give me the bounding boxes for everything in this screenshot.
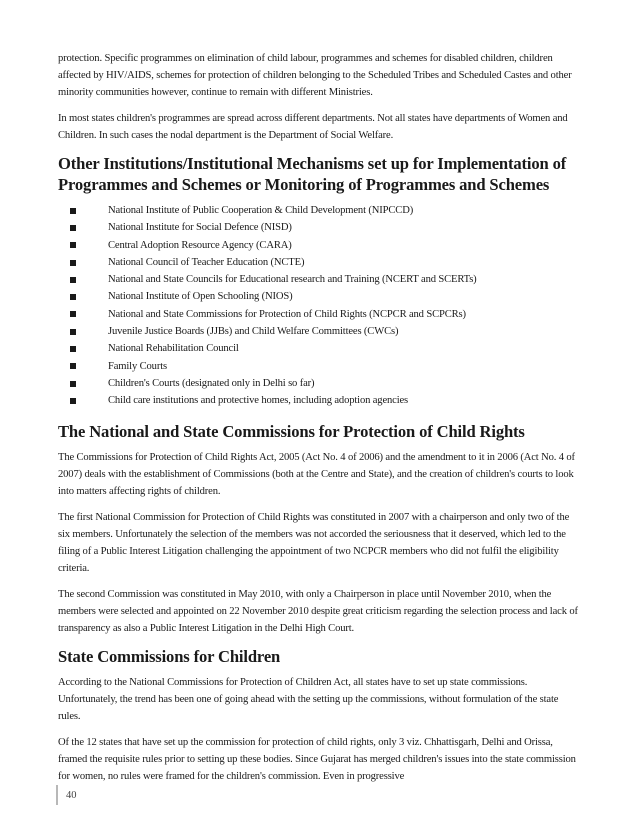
- list-item: Family Courts: [58, 358, 580, 375]
- commissions-paragraph-2: The first National Commission for Protection of Child Rights was constituted in 2007 with a chairperson and only two of the six members. Unfortunately the selection of the members was not accorded the seriousness that it deserved, which led to the filing of a Public Interest Litigation challenging the appointment of two NCPCR members who did not fulfil the eligibility criteria.: [58, 511, 570, 574]
- bullet-square-icon: [70, 208, 76, 214]
- state-paragraph-1: According to the National Commissions for Protection of Children Act, all states have to set up state commissions. Unfortunately, the trend has been one of going ahead with the setting up the commissions, without formulation of the state rules.: [58, 676, 559, 722]
- bullet-square-icon: [70, 329, 76, 335]
- list-item: National and State Councils for Educational research and Training (NCERT and SCERTs): [58, 271, 580, 288]
- section-heading-institutions: Other Institutions/Institutional Mechanisms set up for Implementation of Programmes and Schemes or Monitoring of Programmes and Schemes: [58, 154, 567, 194]
- list-item: National Institute for Social Defence (NISD): [58, 219, 580, 236]
- bullet-square-icon: [70, 294, 76, 300]
- page-number: 40: [66, 789, 77, 801]
- footer-divider: [56, 785, 58, 805]
- list-item: Child care institutions and protective homes, including adoption agencies: [58, 392, 580, 409]
- list-item: National and State Commissions for Protection of Child Rights (NCPCR and SCPCRs): [58, 306, 580, 323]
- bullet-square-icon: [70, 311, 76, 317]
- bullet-square-icon: [70, 363, 76, 369]
- intro-paragraph-2: In most states children's programmes are spread across different departments. Not all states have departments of Women and Children. In such cases the nodal department is the Department of Social Welfare.: [58, 113, 568, 141]
- section-heading-state-commissions: State Commissions for Children: [58, 646, 281, 666]
- bullet-square-icon: [70, 242, 76, 248]
- list-item: Children's Courts (designated only in Delhi so far): [58, 375, 580, 392]
- list-item: National Institute of Open Schooling (NIOS): [58, 288, 580, 305]
- list-item: National Rehabilitation Council: [58, 340, 580, 357]
- list-item: Juvenile Justice Boards (JJBs) and Child Welfare Committees (CWCs): [58, 323, 580, 340]
- commissions-paragraph-1: The Commissions for Protection of Child Rights Act, 2005 (Act No. 4 of 2006) and the amendment to it in 2006 (Act No. 4 of 2007) deals with the establishment of Commissions (both at the Centre and State), and the creation of children's courts to look into matters affecting rights of children.: [58, 451, 575, 497]
- bullet-square-icon: [70, 260, 76, 266]
- commissions-paragraph-3: The second Commission was constituted in May 2010, with only a Chairperson in place until November 2010, when the members were selected and appointed on 22 November 2010 despite great criticism regarding the selection process and lack of transparency as also a Public Interest Litigation in the Delhi High Court.: [58, 588, 578, 634]
- bullet-square-icon: [70, 381, 76, 387]
- page-content: [58, 50, 580, 794]
- list-item: National Council of Teacher Education (NCTE): [58, 254, 580, 271]
- list-item: National Institute of Public Cooperation & Child Development (NIPCCD): [58, 202, 580, 219]
- intro-paragraph-1: protection. Specific programmes on elimination of child labour, programmes and schemes for disabled children, children affected by HIV/AIDS, schemes for protection of children belonging to the Scheduled Tribes and Scheduled Castes and other minority communities however, continue to remain with different Ministries.: [58, 53, 572, 98]
- bullet-square-icon: [70, 346, 76, 352]
- bullet-square-icon: [70, 225, 76, 231]
- bullet-square-icon: [70, 277, 76, 283]
- institutions-list: [58, 202, 580, 410]
- page-footer: [56, 785, 77, 805]
- state-paragraph-2: Of the 12 states that have set up the commission for protection of child rights, only 3 viz. Chhattisgarh, Delhi and Orissa, framed the requisite rules prior to setting up these bodies. Since Gujarat has merged children's issues into the state commission for women, no rules were framed for the children's commission. Even in progressive: [58, 736, 576, 782]
- list-item: Central Adoption Resource Agency (CARA): [58, 237, 580, 254]
- section-heading-commissions: The National and State Commissions for Protection of Child Rights: [58, 421, 525, 441]
- bullet-square-icon: [70, 398, 76, 404]
